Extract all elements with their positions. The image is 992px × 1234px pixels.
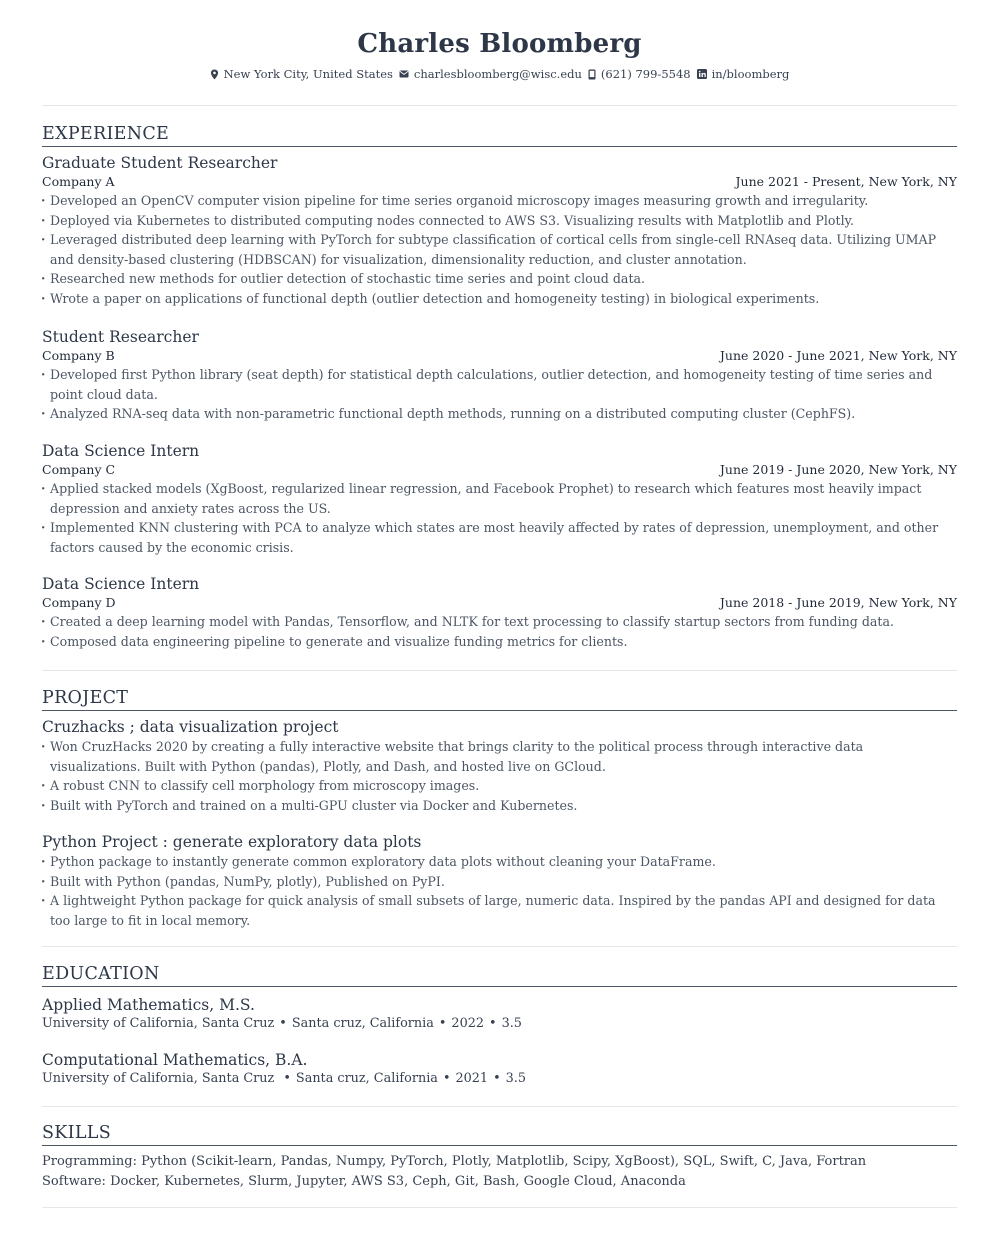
degree-title: Applied Mathematics, M.S. xyxy=(42,996,255,1014)
skills-software: Software: Docker, Kubernetes, Slurm, Jupyter, AWS S3, Ceph, Git, Bash, Google Cloud, Anaconda xyxy=(42,1174,686,1189)
email-item[interactable] xyxy=(399,66,582,82)
bullet-item: · Researched new methods for outlier detection of stochastic time series and point cloud data. xyxy=(42,269,957,289)
separator-dot: • xyxy=(438,1016,447,1031)
separator-dot: • xyxy=(279,1016,287,1031)
section-title-experience: EXPERIENCE xyxy=(42,123,957,147)
separator-dot: • xyxy=(489,1016,497,1031)
section-divider xyxy=(42,670,957,671)
school-name: University of California, Santa Cruz xyxy=(42,1071,279,1086)
linkedin-link[interactable]: in/bloomberg xyxy=(711,67,790,81)
resume-header xyxy=(42,0,957,82)
bullet-item: · Python package to instantly generate common exploratory data plots without cleaning your DataFrame. xyxy=(42,852,957,872)
job-dates-location: June 2019 - June 2020, New York, NY xyxy=(719,462,957,477)
phone-text[interactable]: (621) 799-5548 xyxy=(600,67,691,81)
education-details xyxy=(42,1015,957,1033)
linkedin-item[interactable] xyxy=(697,66,790,82)
bullet-item: · Built with Python (pandas, NumPy, plotly), Published on PyPI. xyxy=(42,872,957,892)
bullet-item: · A lightweight Python package for quick analysis of small subsets of large, numeric data. Inspired by the pandas API and designed for data too large to fit in local memory. xyxy=(42,891,957,930)
degree-title: Computational Mathematics, B.A. xyxy=(42,1051,308,1069)
email-link[interactable]: charlesbloomberg@wisc.edu xyxy=(413,67,582,81)
job-title: Student Researcher xyxy=(42,328,199,346)
gpa: 3.5 xyxy=(505,1071,526,1086)
project-title: Cruzhacks ; data visualization project xyxy=(42,718,339,736)
skills-list xyxy=(42,1152,957,1192)
job-title: Graduate Student Researcher xyxy=(42,154,278,172)
section-divider xyxy=(42,1106,957,1107)
school-name: University of California, Santa Cruz xyxy=(42,1016,275,1031)
experience-entry xyxy=(42,441,957,557)
bullet-item: · Wrote a paper on applications of functional depth (outlier detection and homogeneity testing) in biological experiments. xyxy=(42,289,957,309)
candidate-name: Charles Bloomberg xyxy=(357,29,642,59)
job-title: Data Science Intern xyxy=(42,575,200,593)
project-bullets xyxy=(42,852,957,930)
bullet-item: · Analyzed RNA-seq data with non-parametric functional depth methods, running on a distributed computing cluster (CephFS). xyxy=(42,404,957,424)
job-bullets xyxy=(42,479,957,557)
school-location: Santa cruz, California xyxy=(291,1016,434,1031)
job-meta xyxy=(42,461,957,479)
header-divider xyxy=(42,105,957,106)
section-title-education: EDUCATION xyxy=(42,963,957,987)
company-name: Company A xyxy=(42,174,115,189)
company-name: Company B xyxy=(42,348,115,363)
section-divider xyxy=(42,946,957,947)
project-title: Python Project : generate exploratory data plots xyxy=(42,833,422,851)
school-location: Santa cruz, California xyxy=(295,1071,438,1086)
job-title: Data Science Intern xyxy=(42,442,200,460)
bullet-item: · Built with PyTorch and trained on a multi-GPU cluster via Docker and Kubernetes. xyxy=(42,796,957,816)
job-meta xyxy=(42,173,957,191)
job-bullets xyxy=(42,612,957,651)
bullet-item: · Deployed via Kubernetes to distributed computing nodes connected to AWS S3. Visualizing results with Matplotlib and Plotly. xyxy=(42,211,957,231)
bullet-item: · Created a deep learning model with Pandas, Tensorflow, and NLTK for text processing to classify startup sectors from funding data. xyxy=(42,612,957,632)
skills-section xyxy=(42,1122,957,1146)
separator-dot: • xyxy=(442,1071,451,1086)
contact-info xyxy=(42,66,957,82)
envelope-icon xyxy=(399,70,409,78)
job-dates-location: June 2018 - June 2019, New York, NY xyxy=(719,595,957,610)
section-title-skills: SKILLS xyxy=(42,1122,957,1146)
bullet-item: · A robust CNN to classify cell morphology from microscopy images. xyxy=(42,776,957,796)
bullet-item: · Applied stacked models (XgBoost, regularized linear regression, and Facebook Prophet) to research which features most heavily impact depression and anxiety rates across the US. xyxy=(42,479,957,518)
map-pin-icon xyxy=(210,69,219,80)
location-text: New York City, United States xyxy=(223,67,393,81)
gpa: 3.5 xyxy=(501,1016,522,1031)
project-entry xyxy=(42,832,957,930)
bullet-item: · Composed data engineering pipeline to generate and visualize funding metrics for clients. xyxy=(42,632,957,652)
project-section xyxy=(42,687,957,711)
linkedin-icon xyxy=(697,69,707,79)
phone-icon xyxy=(588,69,596,80)
job-bullets xyxy=(42,365,957,424)
graduation-year: 2022 xyxy=(451,1016,484,1031)
phone-item[interactable] xyxy=(588,66,691,82)
experience-entry xyxy=(42,327,957,424)
skills-programming: Programming: Python (Scikit-learn, Pandas, Numpy, PyTorch, Plotly, Matplotlib, Scipy, XgBoost), SQL, Swift, C, Java, Fortran xyxy=(42,1154,867,1169)
graduation-year: 2021 xyxy=(455,1071,489,1086)
bullet-item: · Developed an OpenCV computer vision pipeline for time series organoid microscopy images measuring growth and irregularity. xyxy=(42,191,957,211)
experience-entry xyxy=(42,153,957,308)
job-dates-location: June 2020 - June 2021, New York, NY xyxy=(719,348,957,363)
education-details xyxy=(42,1070,957,1088)
bullet-item: · Implemented KNN clustering with PCA to analyze which states are most heavily affected by rates of depression, unemployment, and other factors caused by the economic crisis. xyxy=(42,518,957,557)
location-item xyxy=(210,66,393,82)
footer-divider xyxy=(42,1207,957,1208)
job-dates-location: June 2021 - Present, New York, NY xyxy=(735,174,957,189)
education-entry xyxy=(42,1050,957,1088)
section-title-project: PROJECT xyxy=(42,687,957,711)
experience-entry xyxy=(42,574,957,651)
experience-section xyxy=(42,123,957,147)
job-meta xyxy=(42,347,957,365)
resume-page xyxy=(42,0,957,1189)
separator-dot: • xyxy=(493,1071,501,1086)
separator-dot: • xyxy=(283,1071,291,1086)
project-bullets xyxy=(42,737,957,815)
bullet-item: · Developed first Python library (seat depth) for statistical depth calculations, outlier detection, and homogeneity testing of time series and point cloud data. xyxy=(42,365,957,404)
education-section xyxy=(42,963,957,987)
company-name: Company C xyxy=(42,462,116,477)
bullet-item: · Leveraged distributed deep learning with PyTorch for subtype classification of cortical cells from single-cell RNAseq data. Utilizing UMAP and density-based clustering (HDBSCAN) for visualization, dimensionality reduction, and cluster annotation. xyxy=(42,230,957,269)
project-entry xyxy=(42,717,957,815)
bullet-item: · Won CruzHacks 2020 by creating a fully interactive website that brings clarity to the political process through interactive data visualizations. Built with Python (pandas), Plotly, and Dash, and hosted live on GCloud. xyxy=(42,737,957,776)
education-entry xyxy=(42,995,957,1033)
job-bullets xyxy=(42,191,957,308)
company-name: Company D xyxy=(42,595,116,610)
job-meta xyxy=(42,594,957,612)
